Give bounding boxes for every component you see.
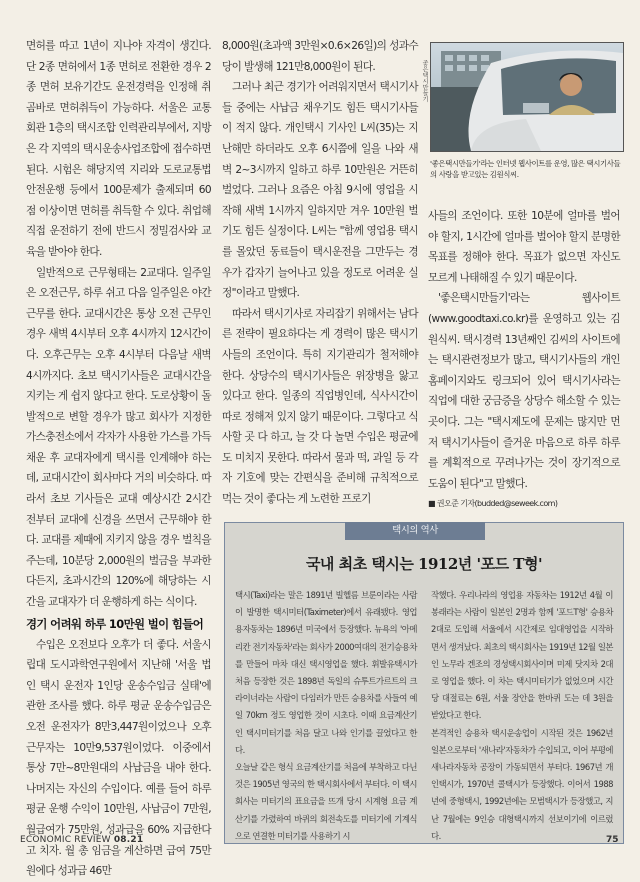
paragraph: 따라서 택시기사로 자리잡기 위해서는 남다른 전략이 필요하다는 게 경력이 많은 택시기사들의 조언이다. 특히 지기관리가 철저해야 한다. 상당수의 택시기사들은 위장병을 앓고 있다고 한다. 일종의 직업병인데, 식사시간이 따로 정해져 있지 않기 때문이다. 그렇다고 식사할 곳 다 하고, 늘 갓 다 놀면 수입은 평균에도 미치지 못한다. 따라서 물과 떡, 과일 등 각자 기호에 맞는 간편식을 준비해 규칙적으로 먹는 것이 좋다는 게 노련한 프로기 (222, 307, 418, 506)
sidebar-column-1 (235, 587, 417, 845)
paragraph: 택시(Taxi)라는 말은 1891년 빌헬름 브룬이라는 사람이 발명한 택시미터(Taximeter)에서 유래됐다. 영업용자동차는 1896년 미국에서 등장했다. 뉴욕의 '아메리칸 전기자동차'라는 회사가 2000여대의 전기승용차를 만들어 마차 대신 택시영업을 했다. 휘발유택시가 처음 등장한 것은 1898년 독일의 슈투트가르트의 크라이너라는 사람이 다임러가 만든 승용차를 사들여 예일 70km 정도 영업한 것이 시초다. 이때 요금계산기인 택시미터기를 처음 달고 나와 인기를 끌었다고 한다. (235, 590, 417, 755)
footer-magazine (20, 835, 143, 845)
issue-date: 08.21 (113, 835, 144, 845)
paragraph: 일반적으로 근무형태는 2교대다. 일주일은 오전근무, 하루 쉬고 다음 일주일은 야간근무를 한다. 교대시간은 통상 오전 근무인 경우 새벽 4시부터 오후 4시까지 12시간이다. 오후근무는 오후 4시부터 다음날 새벽 4시까지다. 초보 택시기사들은 교대시간을 지키는 게 쉽지 않다고 한다. 도로상황이 돌발적으로 변할 경우가 많고 회사가 지정한 가스충전소에서 각자가 사용한 가스를 가득 채운 후 교대자에게 택시를 인계해야 하는 데, 교대시간이 회사마다 거의 비슷하다. 따라서 초보 기사들은 교대 예상시간 2시간 전부터 교대에 신경을 쓰면서 근무해야 한다. 교대를 제때에 지키지 않을 경우 벌칙을 주는데, 10분당 2,000원의 벌금을 부과한다든지, 초과시간의 120%에 해당하는 시간을 교대자가 더 운행하게 하는 식이다. (26, 266, 211, 609)
paragraph: 면허를 따고 1년이 지나야 자격이 생긴다. 단 2종 면허에서 1종 면허로 전환한 경우 2종 면허 보유기간도 운전경력을 인정해 취 곰바로 면허취득이 가능하다. 서울은 교통회관 1층의 택시조합 인력관리부에서, 지방은 각 지역의 택시운송사업조합에 접수하면 된다. 시험은 해당지역 지리와 도로교통법 안전운행 등에서 100문제가 출제되며 60점 이상이면 면허를 취득할 수 있다. 취업해 직접 운전하기 전에 반드시 정밀검사와 교육을 받아야 한다. (26, 40, 211, 258)
paragraph: 수입은 오전보다 오후가 더 좋다. 서울시립대 도시과학연구원에서 지난해 '서울 법인 택시 운전자 1인당 운송수입금 실태'에 관한 조사를 했다. 하루 평균 운송수입금은 오전 운전자가 8만3,447원이었으나 오후 근무자는 10만9,537원이었다. 이중에서 통상 7만~8만원대의 사납금을 내야 한다. 나머지는 자신의 수입이다. 예를 들어 하루 평균 운행 수익이 10만원, 사납금이 7만원, 월급여가 75만원, 성과급을 60% 지급한다고 치자. 월 총 임금을 계산하면 급여 75만원에다 성과급 46만 (26, 638, 211, 878)
sidebar-title: 국내 최초 택시는 1912년 '포드 T형' (305, 555, 543, 573)
paragraph: 그러나 최근 경기가 어려워지면서 택시기사들 중에는 사납금 채우기도 힘든 택시기사들이 적지 않다. 개인택시 기사인 L씨(35)는 지난해만 하더라도 오후 6시쯤에 일을 나와 새벽 2~3시까지 일하고 하루 10만원은 거뜬히 벌었다. 그러나 요즘은 아침 9시에 영업을 시작해 새벽 1시까지 일하지만 겨우 10만원 벌기도 힘든 실정이다. L씨는 "함께 영업용 택시를 몰았던 동료들이 택시운전을 그만두는 경우가 갑자기 늘어나고 있을 정도로 어려운 실정"이라고 말했다. (222, 81, 418, 300)
photo-caption: '좋은택시만들기'라는 인터넷 웹사이트를 운영, 많은 택시기사들의 사랑을 받고있는 김원식씨. (430, 159, 621, 179)
paragraph: 오늘날 같은 형식 요금계산기를 처음에 부착하고 다닌 것은 1905년 영국의 한 택시회사에서 부터다. 이 택시회사는 미터기의 표요금을 뜨개 당시 시계형 요금 계산기를 가렸하여 바퀴의 회전속도를 미터기에 기계식으로 연결한 미터기를 사용하기 시 (235, 762, 417, 841)
magazine-name: ECONOMIC REVIEW (20, 835, 111, 845)
paragraph: 사들의 조언이다. 또한 10분에 얼마를 벌어야 할지, 1시간에 얼마를 벌어야 할지 분명한 목표를 정해야 한다. 목표가 없으면 자신도 모르게 나태해질 수 있기 때문이다. (428, 210, 620, 284)
sidebar-box (224, 522, 624, 844)
article-column-3 (428, 206, 620, 515)
sidebar-tag: 택시의 역사 (345, 522, 485, 540)
section-subheading: 경기 어려워 하루 10만원 벌이 힘들어 (26, 616, 204, 631)
author-byline: ■ 권오준 기자(budded@seweek.com) (428, 499, 558, 509)
paragraph: 본격적인 승용차 택시운송업이 시작된 것은 1962년 일본으로부터 '새나라'자동차가 수입되고, 이어 부평에 새나라자동차 공장이 가동되면서 부터다. 1967년 개인택시가, 1970년 콜택시가 등장했다. 이어서 1988년에 중형택시, 1992년에는 모범택시가 등장했고, 지난 7월에는 9인승 대형택시까지 선보이기에 이르렀다. (431, 727, 613, 841)
sidebar-column-2 (431, 587, 613, 845)
paragraph: 8,000원(초과액 3만원×0.6×26일)의 성과수당이 발생해 121만8,000원이 된다. (222, 40, 418, 73)
paragraph: '좋은택시만들기'라는 웹사이트(www.goodtaxi.co.kr)를 운영하고 있는 김원식씨. 택시경력 13년째인 김씨의 사이트에는 택시관련정보가 많고, 택시기사들의 개인홈페이지와도 링크되어 있어 택시기사라는 직업에 대한 궁금증을 상당수 해소할 수 있는 곳이다. 그는 "택시제도에 문제는 많지만 먼저 택시기사들이 즐거운 마음으로 하루 하루를 계획적으로 꾸려나가는 것이 장기적으로 도움이 된다"고 말했다. (428, 292, 620, 490)
page-number: 75 (606, 835, 619, 845)
article-column-1 (26, 36, 211, 882)
paragraph: 작했다. 우리나라의 영업용 자동차는 1912년 4월 이봉래라는 사람이 일본인 2명과 함께 '포드T형' 승용차 2대로 도입해 서울에서 시간제로 임대영업을 시작하면서 생겨났다. 최초의 택시회사는 1919년 12월 일본인 노무라 겐조의 경성택시회사이며 미제 닷지차 2대로 영업을 했다. 이 차는 택시미터기가 없었으며 시간당 대절료는 6원, 서울 장안을 한바퀴 도는 데 3원을 받았다고 한다. (431, 590, 613, 721)
taxi-driver-illustration (431, 43, 623, 151)
article-column-2 (222, 36, 418, 510)
taxi-driver-photo (430, 42, 624, 152)
photo-credit: 좋은택시만들기 (421, 60, 428, 102)
